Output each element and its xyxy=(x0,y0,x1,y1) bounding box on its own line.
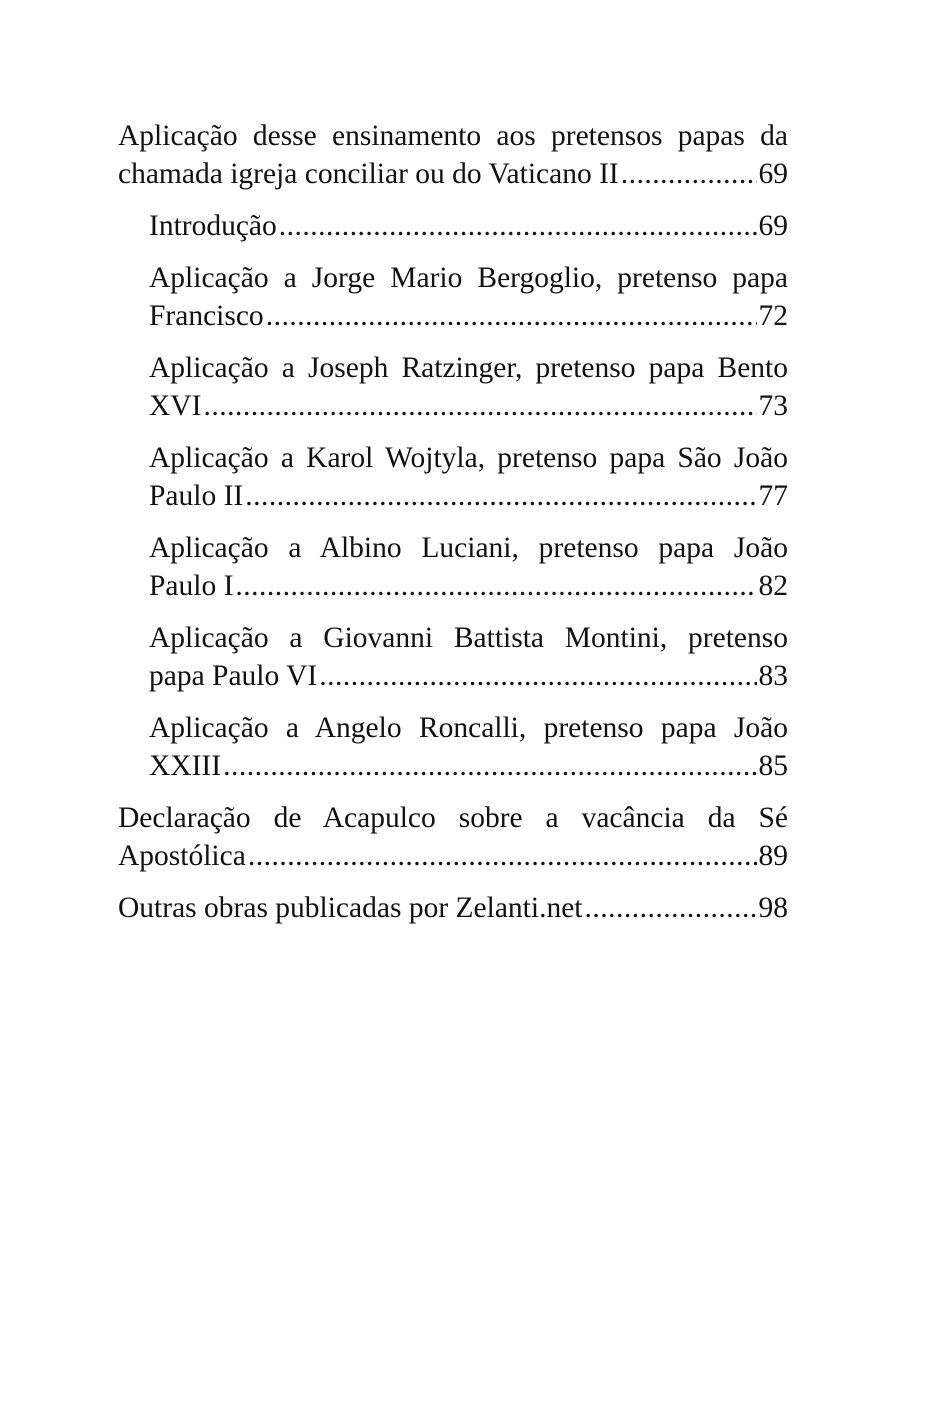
toc-entry-title-line1: Declaração de Acapulco sobre a vacância da Sé xyxy=(118,802,788,834)
toc-entry-title-line xyxy=(118,889,788,927)
toc-entry-roncalli[interactable] xyxy=(149,709,788,785)
dot-leader xyxy=(584,889,756,927)
dot-leader xyxy=(203,387,756,425)
toc-entry-title: XXIII xyxy=(149,750,222,782)
toc-entry-title-line2 xyxy=(149,567,788,605)
toc-entry-title: XVI xyxy=(149,390,202,422)
toc-entry-title: Paulo I xyxy=(149,570,234,602)
toc-entry-outras-obras[interactable] xyxy=(118,889,788,927)
toc-entry-title-line1: Aplicação desse ensinamento aos pretensos papas da xyxy=(118,120,788,152)
toc-page-number: 98 xyxy=(758,892,788,924)
toc-page-number: 73 xyxy=(758,390,788,422)
toc-entry-wojtyla[interactable] xyxy=(149,439,788,515)
toc-entry-title-line2 xyxy=(149,477,788,515)
toc-entry-title: papa Paulo VI xyxy=(149,660,318,692)
toc-entry-title-line1: Aplicação a Giovanni Battista Montini, pretenso xyxy=(149,622,788,654)
toc-page-number: 69 xyxy=(758,210,788,242)
toc-entry-declaracao-acapulco[interactable] xyxy=(118,799,788,875)
toc-entry-ratzinger[interactable] xyxy=(149,349,788,425)
toc-page-number: 89 xyxy=(758,840,788,872)
toc-entry-title-line1: Aplicação a Joseph Ratzinger, pretenso papa Bento xyxy=(149,352,788,384)
toc-entry-aplicacao-ensinamento[interactable] xyxy=(118,117,788,193)
dot-leader xyxy=(235,567,756,605)
table-of-contents xyxy=(118,117,788,941)
toc-entry-title-line1: Aplicação a Karol Wojtyla, pretenso papa São João xyxy=(149,442,788,474)
toc-page-number: 82 xyxy=(758,570,788,602)
toc-entry-title: chamada igreja conciliar ou do Vaticano II xyxy=(118,158,619,190)
toc-page-number: 69 xyxy=(758,158,788,190)
toc-entry-title-line2 xyxy=(118,837,788,875)
toc-entry-title: Introdução xyxy=(149,210,277,242)
toc-entry-montini[interactable] xyxy=(149,619,788,695)
toc-entry-bergoglio[interactable] xyxy=(149,259,788,335)
toc-entry-introducao[interactable] xyxy=(149,207,788,245)
toc-entry-title-line1: Aplicação a Jorge Mario Bergoglio, pretenso papa xyxy=(149,262,788,294)
toc-entry-title: Paulo II xyxy=(149,480,244,512)
dot-leader xyxy=(621,155,757,193)
toc-entry-title-line1: Aplicação a Albino Luciani, pretenso papa João xyxy=(149,532,788,564)
toc-entry-title-line2 xyxy=(149,297,788,335)
toc-entry-title-line2 xyxy=(118,155,788,193)
toc-page-number: 77 xyxy=(758,480,788,512)
toc-entry-title-line2 xyxy=(149,387,788,425)
dot-leader xyxy=(319,657,756,695)
toc-entry-title-line1: Aplicação a Angelo Roncalli, pretenso papa João xyxy=(149,712,788,744)
toc-entry-title: Apostólica xyxy=(118,840,246,872)
dot-leader xyxy=(245,477,756,515)
toc-entry-luciani[interactable] xyxy=(149,529,788,605)
toc-entry-title-line2 xyxy=(149,657,788,695)
toc-entry-title: Francisco xyxy=(149,300,264,332)
toc-page-number: 85 xyxy=(758,750,788,782)
toc-entry-title: Outras obras publicadas por Zelanti.net xyxy=(118,892,583,924)
dot-leader xyxy=(279,207,757,245)
dot-leader xyxy=(223,747,756,785)
toc-entry-title-line2 xyxy=(149,747,788,785)
toc-page-number: 72 xyxy=(758,300,788,332)
toc-entry-title-line xyxy=(149,207,788,245)
dot-leader xyxy=(266,297,757,335)
dot-leader xyxy=(248,837,757,875)
toc-page-number: 83 xyxy=(758,660,788,692)
